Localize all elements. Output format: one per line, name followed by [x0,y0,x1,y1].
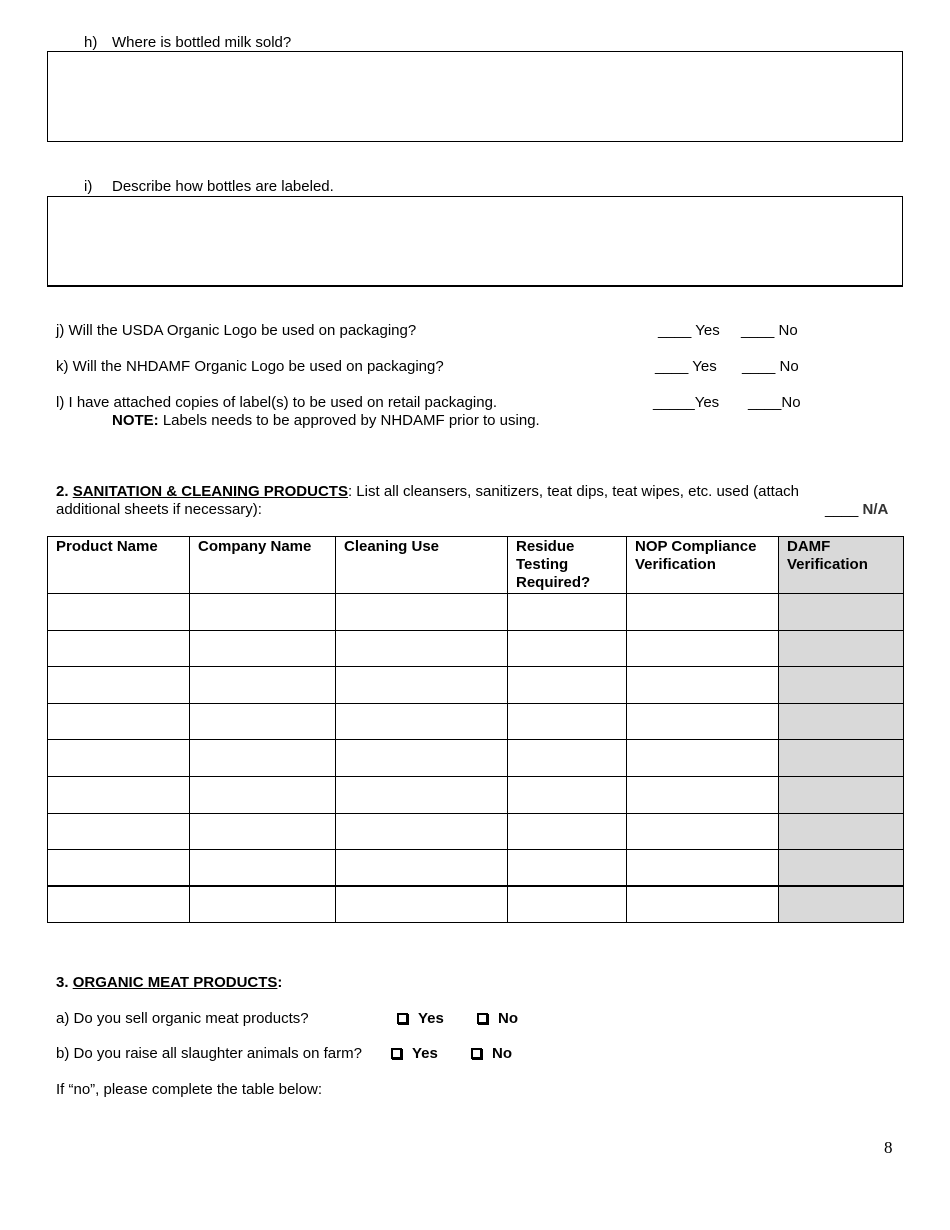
table-cell[interactable] [190,667,336,704]
na-blank: ____ [825,501,863,518]
table-cell[interactable] [627,850,779,887]
table-cell[interactable] [779,667,904,704]
table-cell[interactable] [627,630,779,667]
section-3-title: ORGANIC MEAT PRODUCTS [72,974,278,991]
table-cell[interactable] [48,740,190,777]
section-3-number: 3. [56,974,73,991]
table-cell[interactable] [336,630,508,667]
table-cell[interactable] [190,776,336,813]
table-cell[interactable] [627,813,779,850]
question-i-text: Describe how bottles are labeled. [112,178,334,195]
question-k-text: k) Will the NHDAMF Organic Logo be used on packaging? [56,358,444,375]
table-cell[interactable] [336,886,508,923]
table-cell[interactable] [48,886,190,923]
table-cell[interactable] [190,886,336,923]
bottle-label-answer-box[interactable] [47,196,903,287]
page-number: 8 [884,1138,893,1157]
na-label: N/A [862,501,889,518]
note-text: Labels needs to be approved by NHDAMF prior to using. [158,412,540,429]
question-h [84,34,291,51]
question-3a-no-option[interactable] [477,1010,518,1027]
table-cell[interactable] [48,776,190,813]
table-cell[interactable] [48,703,190,740]
table-cell[interactable] [508,813,627,850]
question-j-no[interactable]: ____ No [741,322,798,339]
question-3b-no-option[interactable] [471,1045,512,1062]
question-j-text: j) Will the USDA Organic Logo be used on packaging? [56,322,417,339]
question-i [84,178,334,195]
column-header-residue-testing: Residue Testing Required? [508,537,627,594]
question-k-yes[interactable]: ____ Yes [655,358,717,375]
question-3a-text: a) Do you sell organic meat products? [56,1010,309,1027]
table-cell[interactable] [508,594,627,631]
table-cell[interactable] [627,776,779,813]
table-cell[interactable] [48,594,190,631]
question-3b-yes-label: Yes [412,1045,438,1062]
question-l-no[interactable]: ____No [748,394,801,411]
table-cell[interactable] [779,850,904,887]
table-cell[interactable] [336,813,508,850]
question-3a-yes-option[interactable] [397,1010,444,1027]
column-header-nop-compliance: NOP Compliance Verification [627,537,779,594]
question-j-yes[interactable]: ____ Yes [658,322,720,339]
table-cell[interactable] [779,740,904,777]
table-cell[interactable] [779,630,904,667]
checkbox-icon[interactable] [391,1048,402,1059]
question-k-no[interactable]: ____ No [742,358,799,375]
question-l-text: l) I have attached copies of label(s) to be used on retail packaging. [56,394,498,411]
question-3a-yes-label: Yes [418,1010,444,1027]
section-2-title: SANITATION & CLEANING PRODUCTS [72,483,348,500]
table-cell[interactable] [627,667,779,704]
table-row [48,740,904,777]
question-3b-text: b) Do you raise all slaughter animals on farm? [56,1045,362,1062]
note-label: NOTE: [112,412,159,429]
column-header-damf-verification: DAMF Verification [779,537,904,594]
table-cell[interactable] [48,813,190,850]
table-cell[interactable] [508,630,627,667]
table-row [48,703,904,740]
table-cell[interactable] [508,886,627,923]
section-2-number: 2. [56,483,73,500]
section-3-colon: : [277,974,283,991]
table-cell[interactable] [779,886,904,923]
checkbox-icon[interactable] [397,1013,408,1024]
question-3b-yes-option[interactable] [391,1045,438,1062]
labels-approval-note [112,412,540,429]
column-header-product-name: Product Name [48,537,190,594]
table-cell[interactable] [508,776,627,813]
table-cell[interactable] [190,740,336,777]
table-cell[interactable] [48,850,190,887]
table-cell[interactable] [627,703,779,740]
section-2-desc-line2: additional sheets if necessary): [56,501,262,518]
section-3-follow-up: If “no”, please complete the table below: [56,1081,322,1098]
table-cell[interactable] [336,594,508,631]
sanitation-products-table [47,536,904,923]
section-2-desc-line1: : List all cleansers, sanitizers, teat dips, teat wipes, etc. used (attach [347,483,800,500]
table-cell[interactable] [508,667,627,704]
table-cell[interactable] [190,630,336,667]
question-3a-no-label: No [498,1010,518,1027]
checkbox-icon[interactable] [471,1048,482,1059]
table-cell[interactable] [627,886,779,923]
table-row [48,594,904,631]
table-cell[interactable] [190,594,336,631]
table-cell[interactable] [779,594,904,631]
table-row [48,776,904,813]
table-cell[interactable] [48,667,190,704]
question-h-marker: h) [84,34,98,51]
table-cell[interactable] [190,850,336,887]
table-row [48,667,904,704]
section-2-heading [56,483,799,500]
table-cell[interactable] [336,776,508,813]
table-cell[interactable] [779,813,904,850]
column-header-cleaning-use: Cleaning Use [336,537,508,594]
question-3b-no-label: No [492,1045,512,1062]
table-cell[interactable] [190,813,336,850]
table-row [48,886,904,923]
table-cell[interactable] [48,630,190,667]
table-cell[interactable] [336,667,508,704]
table-cell[interactable] [508,740,627,777]
table-cell[interactable] [190,703,336,740]
checkbox-icon[interactable] [477,1013,488,1024]
table-row [48,850,904,887]
table-cell[interactable] [336,703,508,740]
section-3-heading [56,974,282,991]
table-cell[interactable] [336,850,508,887]
table-header-row [48,537,904,594]
table-cell[interactable] [779,776,904,813]
question-l-yes[interactable]: _____Yes [653,394,720,411]
question-i-marker: i) [84,178,93,195]
bottled-milk-sold-answer-box[interactable] [47,51,903,142]
table-cell[interactable] [508,703,627,740]
table-cell[interactable] [508,850,627,887]
table-cell[interactable] [336,740,508,777]
table-cell[interactable] [627,740,779,777]
table-cell[interactable] [627,594,779,631]
column-header-company-name: Company Name [190,537,336,594]
section-2-na[interactable] [825,501,888,518]
table-row [48,630,904,667]
question-h-text: Where is bottled milk sold? [112,34,292,51]
table-cell[interactable] [779,703,904,740]
table-row [48,813,904,850]
